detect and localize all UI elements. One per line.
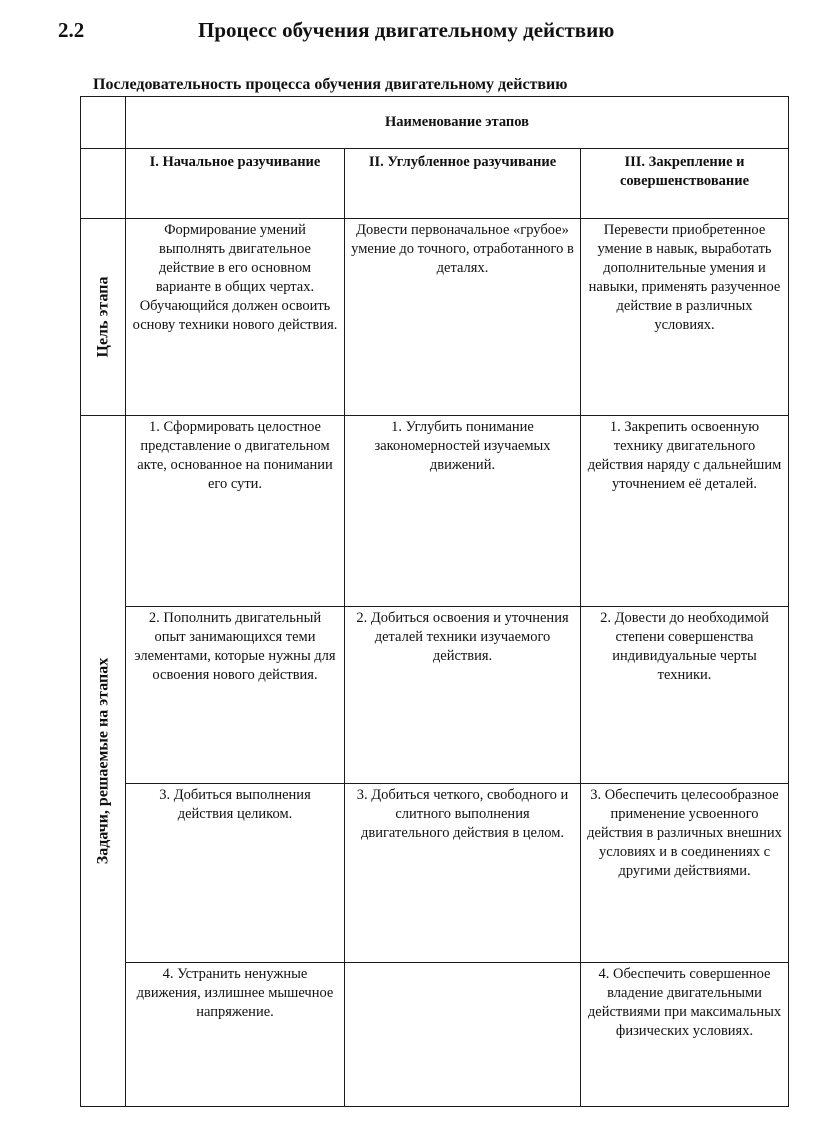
task-cell: 2. Пополнить двигательный опыт занимающихся теми элементами, которые нужны для освоения нового действия.	[126, 607, 345, 784]
task-cell: 4. Устранить ненужные движения, излишнее мышечное напряжение.	[126, 963, 345, 1107]
task-cell-empty	[345, 963, 581, 1107]
goal-row-label-cell	[81, 219, 126, 416]
stages-header: Наименование этапов	[126, 97, 789, 149]
learning-process-table	[80, 96, 789, 1107]
goal-cell-1: Формирование умений выполнять двигательное действие в его основном варианте в общих чертах. Обучающийся должен освоить основу техники нового действия.	[126, 219, 345, 416]
stage-name-3: III. Закрепление и совершенствование	[581, 149, 789, 219]
task-row-1	[81, 416, 789, 607]
tasks-row-label: Задачи, решаемые на этапах	[94, 657, 112, 865]
task-cell: 4. Обеспечить совершенное владение двигательными действиями при максимальных физических условиях.	[581, 963, 789, 1107]
task-cell: 1. Закрепить освоенную технику двигательного действия наряду с дальнейшим уточнением её деталей.	[581, 416, 789, 607]
task-row-3	[81, 784, 789, 963]
stage-side-cell	[81, 149, 126, 219]
task-cell: 2. Добиться освоения и уточнения деталей техники изучаемого действия.	[345, 607, 581, 784]
task-cell: 3. Обеспечить целесообразное применение усвоенного действия в различных внешних условиях и в соединениях с другими действиями.	[581, 784, 789, 963]
table-title: Последовательность процесса обучения двигательному действию	[93, 76, 568, 93]
goal-cell-3: Перевести приобретенное умение в навык, выработать дополнительные умения и навыки, применять разученное действие в различных условиях.	[581, 219, 789, 416]
task-cell: 3. Добиться выполнения действия целиком.	[126, 784, 345, 963]
tasks-row-label-cell	[81, 416, 126, 1107]
goal-row	[81, 219, 789, 416]
task-cell: 1. Углубить понимание закономерностей изучаемых движений.	[345, 416, 581, 607]
section-title: Процесс обучения двигательному действию	[198, 18, 615, 42]
section-number: 2.2	[58, 18, 85, 42]
goal-cell-2: Довести первоначальное «грубое» умение до точного, отработанного в деталях.	[345, 219, 581, 416]
corner-cell	[81, 97, 126, 149]
stage-name-1: I. Начальное разучивание	[126, 149, 345, 219]
stage-names-row	[81, 149, 789, 219]
task-cell: 1. Сформировать целостное представление о двигательном акте, основанное на понимании его сути.	[126, 416, 345, 607]
goal-row-label: Цель этапа	[94, 276, 112, 358]
table-header-row	[81, 97, 789, 149]
stage-name-2: II. Углубленное разучивание	[345, 149, 581, 219]
task-row-4	[81, 963, 789, 1107]
task-cell: 2. Довести до необходимой степени совершенства индивидуальные черты техники.	[581, 607, 789, 784]
task-cell: 3. Добиться четкого, свободного и слитного выполнения двигательного действия в целом.	[345, 784, 581, 963]
section-heading	[58, 18, 758, 48]
task-row-2	[81, 607, 789, 784]
